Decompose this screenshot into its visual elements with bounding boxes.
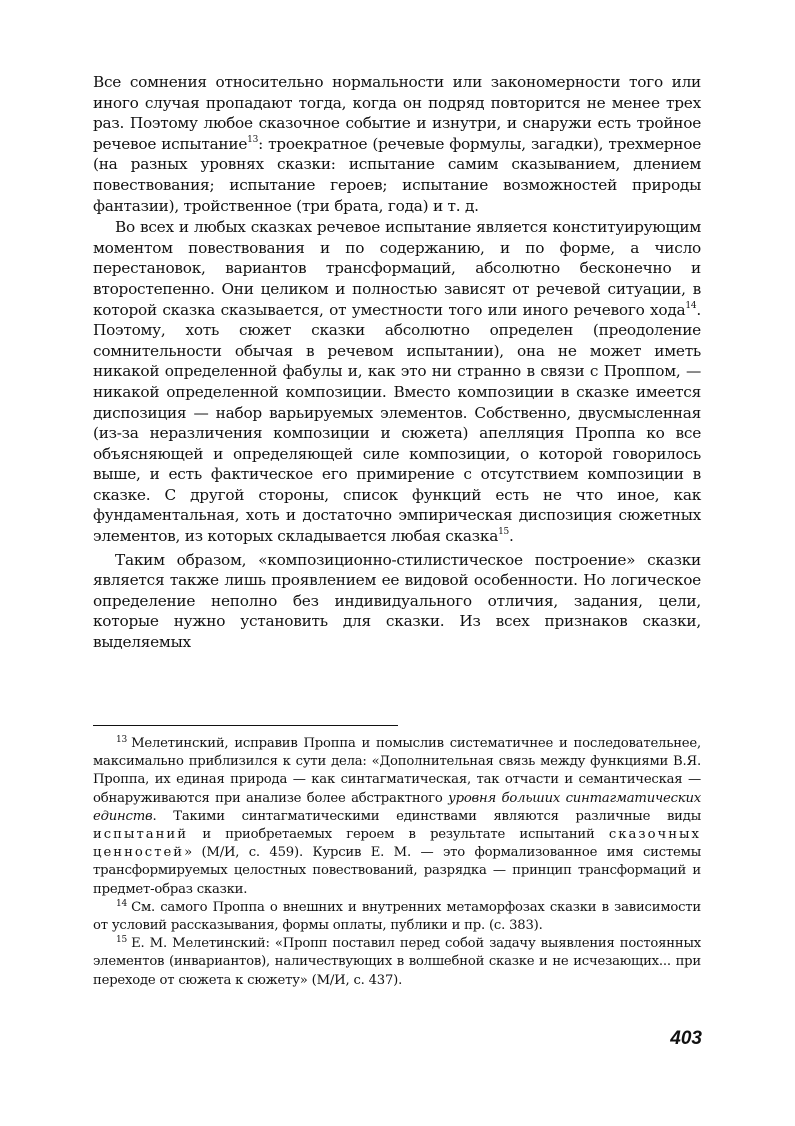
footnote-13-italic: уровня больших синтагматических единств (93, 790, 701, 824)
footnote-number: 15 (116, 935, 128, 946)
footnote-15 (93, 935, 701, 990)
footnote-13-text-d: » (М/И, с. 459). Курсив Е. М. — это формализованное имя системы трансформируемых целостных повествований, разрядка — принцип трансформаций и предмет-образ сказки. (93, 845, 701, 897)
paragraph-2-text-cont: . Поэтому, хоть сюжет сказки абсолютно определен (преодоление сомнительности обычая в речевом испытании), она не может иметь никакой определенной фабулы и, как это ни странно в связи с Проппом, — никакой определенной композиции. Вместо композиции в сказке имеется диспозиция — набор варьируемых элементов. Собственно, двусмысленная (из-за неразличения композиции и сюжета) апелляция Проппа ко все объясняющей и определяющей силе композиции, о которой говорилось выше, и есть фактическое его примирение с отсутствием композиции в сказке. С другой стороны, список функций есть не что иное, как фундаментальная, хоть и достаточно эмпирическая диспозиция сюжетных элементов, из которых складывается любая сказка (93, 300, 701, 546)
footnote-13-text: Мелетинский, исправив Проппа и помыслив систематичнее и последовательнее, максимально приблизился к сути дела: «Дополнительная связь между функциями В.Я. Проппа, их единая природа — как синтагматическая, так отчасти и семантическая — обнаруживаются при анализе более абстрактного (93, 736, 701, 806)
paragraph-1-text-cont: : троекратное (речевые формулы, загадки), трехмерное (на разных уровнях сказки: испытание самим сказыванием, длением повествования; испытание героев; испытание возможностей природы фантазии), тройственное (три брата, года) и т. д. (93, 134, 702, 215)
footnote-number: 14 (116, 898, 128, 909)
footnote-ref-14[interactable]: 14 (685, 300, 697, 311)
footnote-divider (93, 725, 398, 726)
footnote-13 (93, 735, 701, 899)
footnote-14 (93, 899, 701, 935)
footnote-13-spaced-2: сказочных ценностей (93, 827, 701, 861)
footnote-13-text-c: и приобретаемых героем в результате испытаний (188, 827, 609, 843)
footnote-number: 13 (116, 735, 128, 745)
page-number: 403 (670, 1028, 702, 1049)
paragraph-2 (93, 217, 701, 547)
footnote-15-text: Е. М. Мелетинский: «Пропп поставил перед собой задачу выявления постоянных элементов (инвариантов), наличествующих в волшебной сказке и не исчезающих... при переходе от сюжета к сюжету» (М/И, с. 437). (93, 936, 701, 988)
paragraph-1 (93, 72, 701, 216)
paragraph-2-text-end: . (509, 527, 514, 546)
paragraph-2-text: Во всех и любых сказках речевое испытание является конституирующим моментом повествования и по содержанию, и по форме, а число перестановок, вариантов трансформаций, абсолютно бесконечно и второстепенно. Они целиком и полностью зависят от речевой ситуации, в которой сказка сказывается, от уместности того или иного речевого хода (93, 218, 701, 319)
paragraph-1-text: Все сомнения относительно нормальности или закономерности того или иного случая пропадают тогда, когда он подряд повторится не менее трех раз. Поэтому любое сказочное событие и изнутри, и снаружи есть тройное речевое испытание (93, 73, 701, 153)
main-text (93, 72, 701, 653)
footnote-ref-15[interactable]: 15 (498, 527, 510, 538)
footnote-14-text: См. самого Проппа о внешних и внутренних метаморфозах сказки в зависимости от условий рассказывания, формы оплаты, публики и пр. (с. 383). (93, 899, 701, 934)
footnotes (93, 735, 701, 990)
paragraph-3: Таким образом, «композиционно-стилистическое построение» сказки является также лишь проявлением ее видовой особенности. Но логическое определение неполно без индивидуального отличия, задания, цели, которые нужно установить для сказки. Из всех признаков сказки, выделяемых (93, 550, 701, 652)
footnote-ref-13[interactable]: 13 (247, 134, 259, 145)
footnote-13-text-b: . Такими синтагматическими единствами являются различные виды (152, 808, 701, 824)
footnote-13-spaced: испытаний (93, 827, 188, 843)
